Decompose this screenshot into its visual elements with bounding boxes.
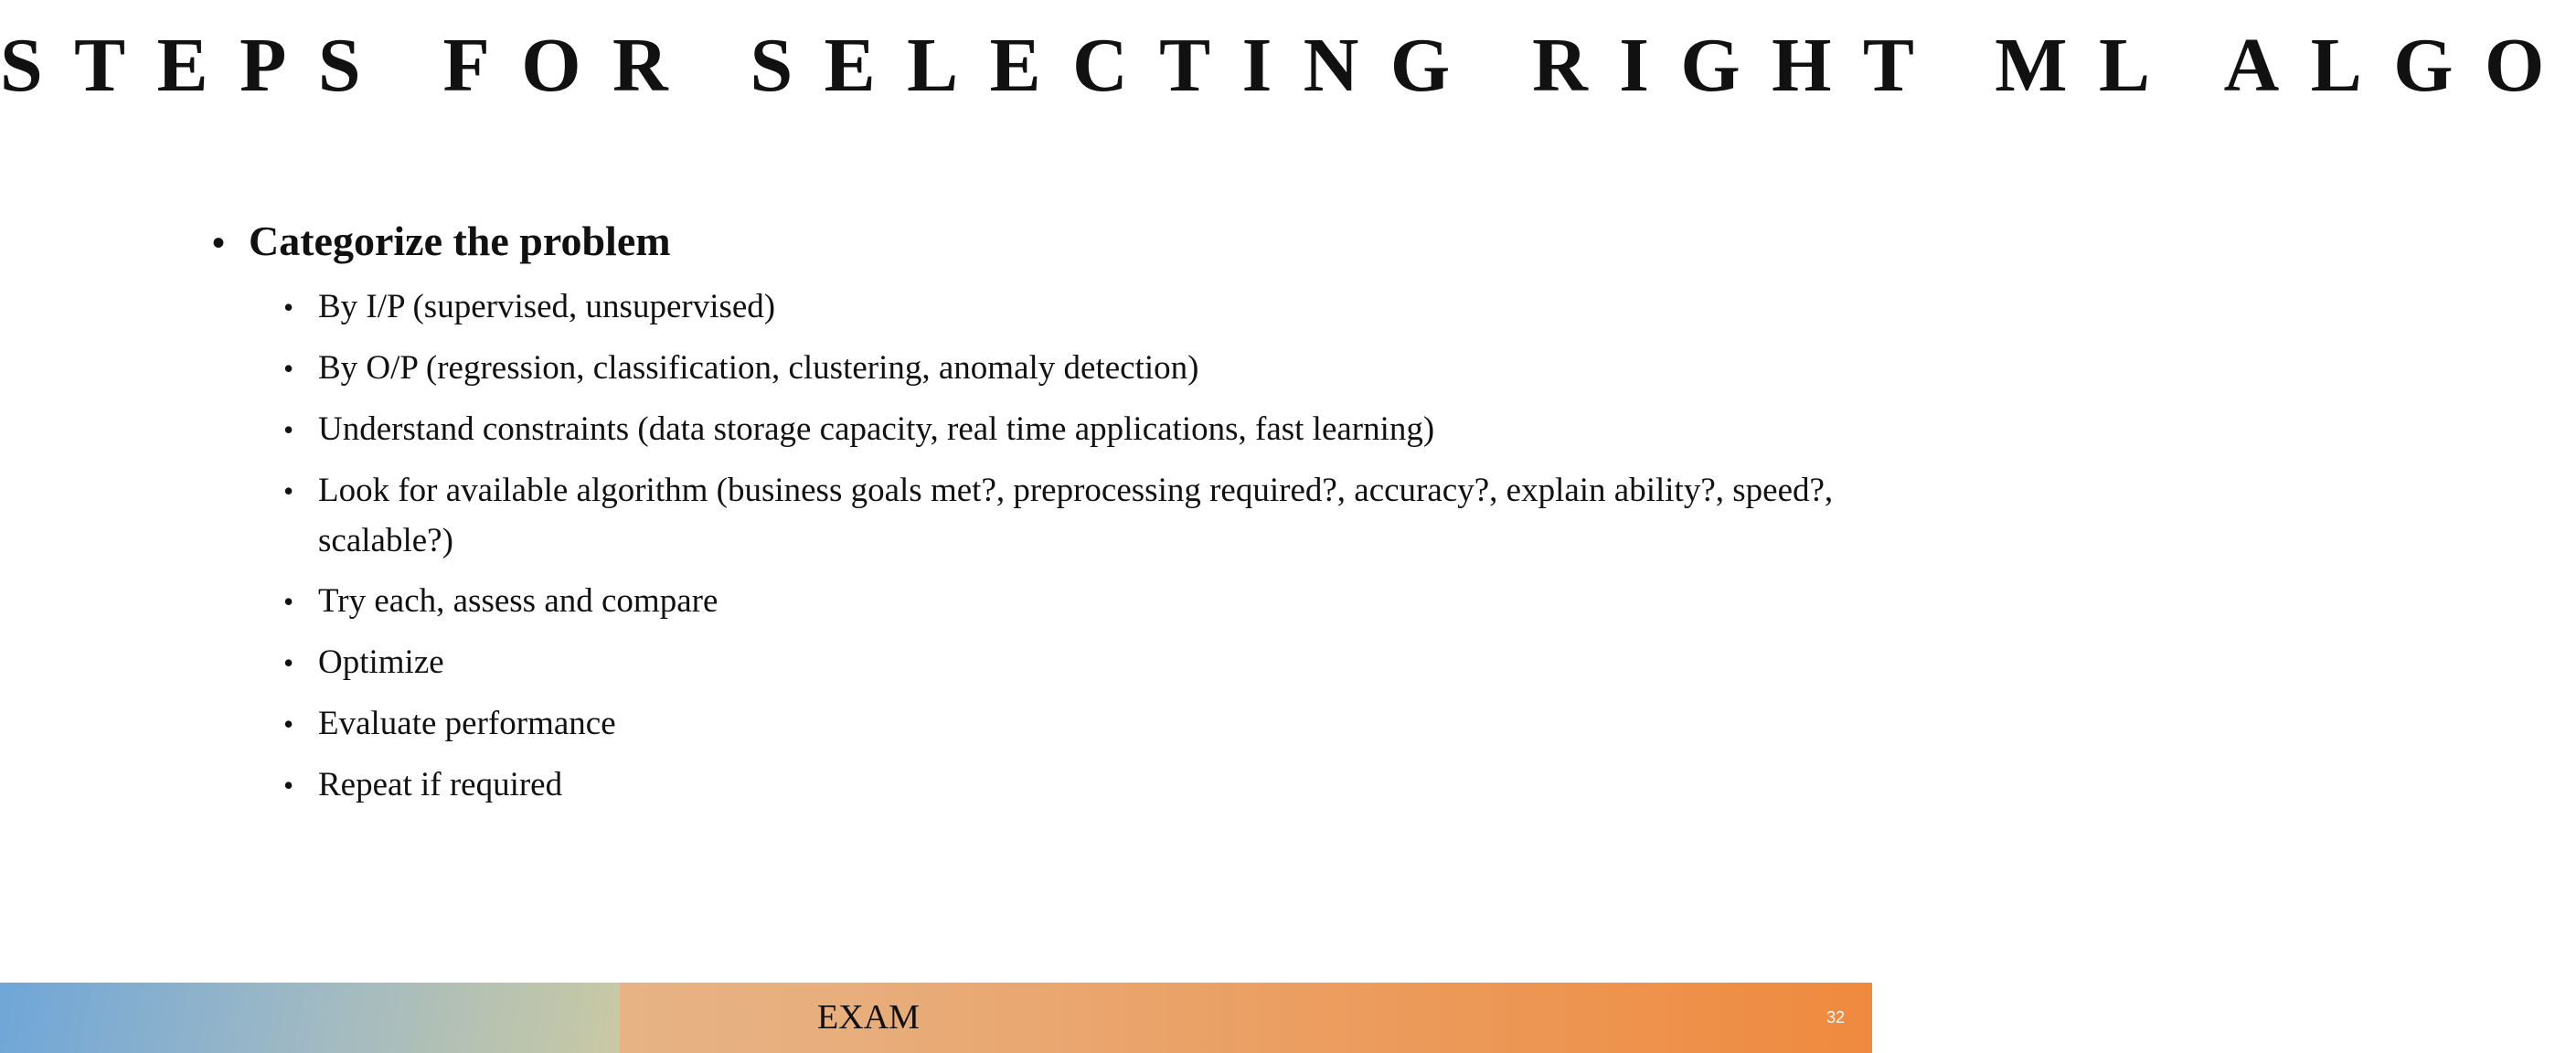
bullet-icon: •	[283, 352, 294, 385]
sub-bullet-text: Look for available algorithm (business goals met?, preprocessing required?, accuracy?, explain ability?, speed?, scalable?)	[318, 472, 1834, 559]
bullet-icon: •	[283, 291, 294, 324]
footer-band	[0, 983, 1872, 1053]
bullet-icon: •	[283, 707, 294, 740]
sub-bullet-item	[283, 760, 1839, 811]
bullet-icon: •	[212, 222, 226, 263]
sub-bullet-item	[283, 282, 1839, 333]
main-bullet	[212, 212, 1839, 272]
sub-bullet-text: By O/P (regression, classification, clustering, anomaly detection)	[318, 349, 1199, 387]
sub-bullet-text: Understand constraints (data storage capacity, real time applications, fast learning)	[318, 410, 1435, 448]
bullet-icon: •	[283, 474, 294, 507]
sub-bullet-item	[283, 637, 1839, 688]
page-number: 32	[1826, 1008, 1845, 1026]
main-bullet-text: Categorize the problem	[249, 218, 671, 264]
sub-bullet-text: Try each, assess and compare	[318, 582, 719, 620]
sub-bullet-item	[283, 698, 1839, 750]
sub-bullet-text: Optimize	[318, 644, 444, 681]
sub-bullet-text: By I/P (supervised, unsupervised)	[318, 288, 776, 325]
sub-bullet-text: Evaluate performance	[318, 705, 616, 742]
bullet-icon: •	[283, 646, 294, 679]
sub-bullet-item	[283, 465, 1839, 566]
sub-bullet-text: Repeat if required	[318, 766, 563, 803]
sub-bullet-item	[283, 343, 1839, 394]
sub-bullet-list	[212, 282, 1839, 811]
bullet-icon: •	[283, 769, 294, 802]
sub-bullet-item	[283, 576, 1839, 627]
bullet-icon: •	[283, 413, 294, 446]
footer-label: EXAM	[817, 998, 920, 1037]
bullet-icon: •	[283, 585, 294, 618]
footer-gradient-left	[0, 983, 620, 1053]
slide-title: STEPS FOR SELECTING RIGHT ML ALGO	[0, 23, 2576, 108]
slide-content	[212, 212, 1839, 821]
sub-bullet-item	[283, 404, 1839, 455]
